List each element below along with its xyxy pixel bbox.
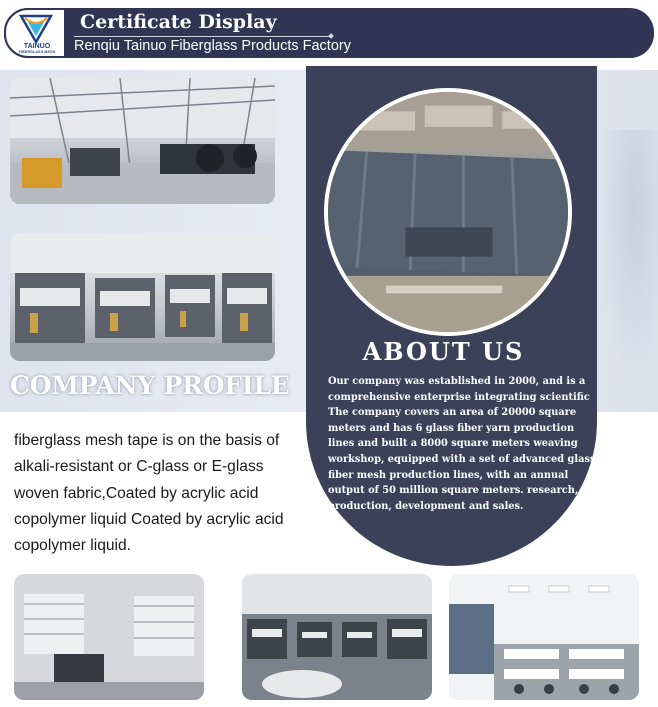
company-logo: [4, 8, 66, 58]
page-subtitle: Renqiu Tainuo Fiberglass Products Factory: [74, 38, 351, 54]
factory-photo-warehouse: [10, 78, 275, 204]
page-title: Certificate Display: [80, 11, 277, 33]
photo-office: [449, 574, 639, 700]
about-us-heading: ABOUT US: [362, 337, 525, 366]
decorative-tree: [598, 130, 658, 390]
header-banner: [4, 8, 654, 58]
factory-photo-looms: [10, 233, 275, 361]
logo-mark-icon: [19, 14, 53, 44]
aerial-factory-photo: [324, 88, 572, 336]
photo-weaving-workshop: [242, 574, 432, 700]
about-us-text: Our company was established in 2000, and is a comprehensive enterprise integrating scientific The company covers an area of 20000 square meters and has 6 glass fiber yarn production lines and built a 8000 square meters weaving workshop, equipped with a set of advanced glass fiber mesh production lines, with an annual output of 50 million square meters. research, production, development and sales.: [328, 376, 596, 512]
logo-tagline: FIBERGLASS MESH: [18, 50, 56, 54]
header-divider: [74, 36, 329, 37]
product-description: fiberglass mesh tape is on the basis of alkali-resistant or C-glass or E-glass woven fabric,Coated by acrylic acid copolymer liquid Coated by acrylic acid copolymer liquid.: [14, 432, 284, 555]
logo-name: TAINUO: [23, 43, 51, 50]
photo-yarn-racks: [14, 574, 204, 700]
company-profile-heading: COMPANY PROFILE: [10, 371, 290, 400]
